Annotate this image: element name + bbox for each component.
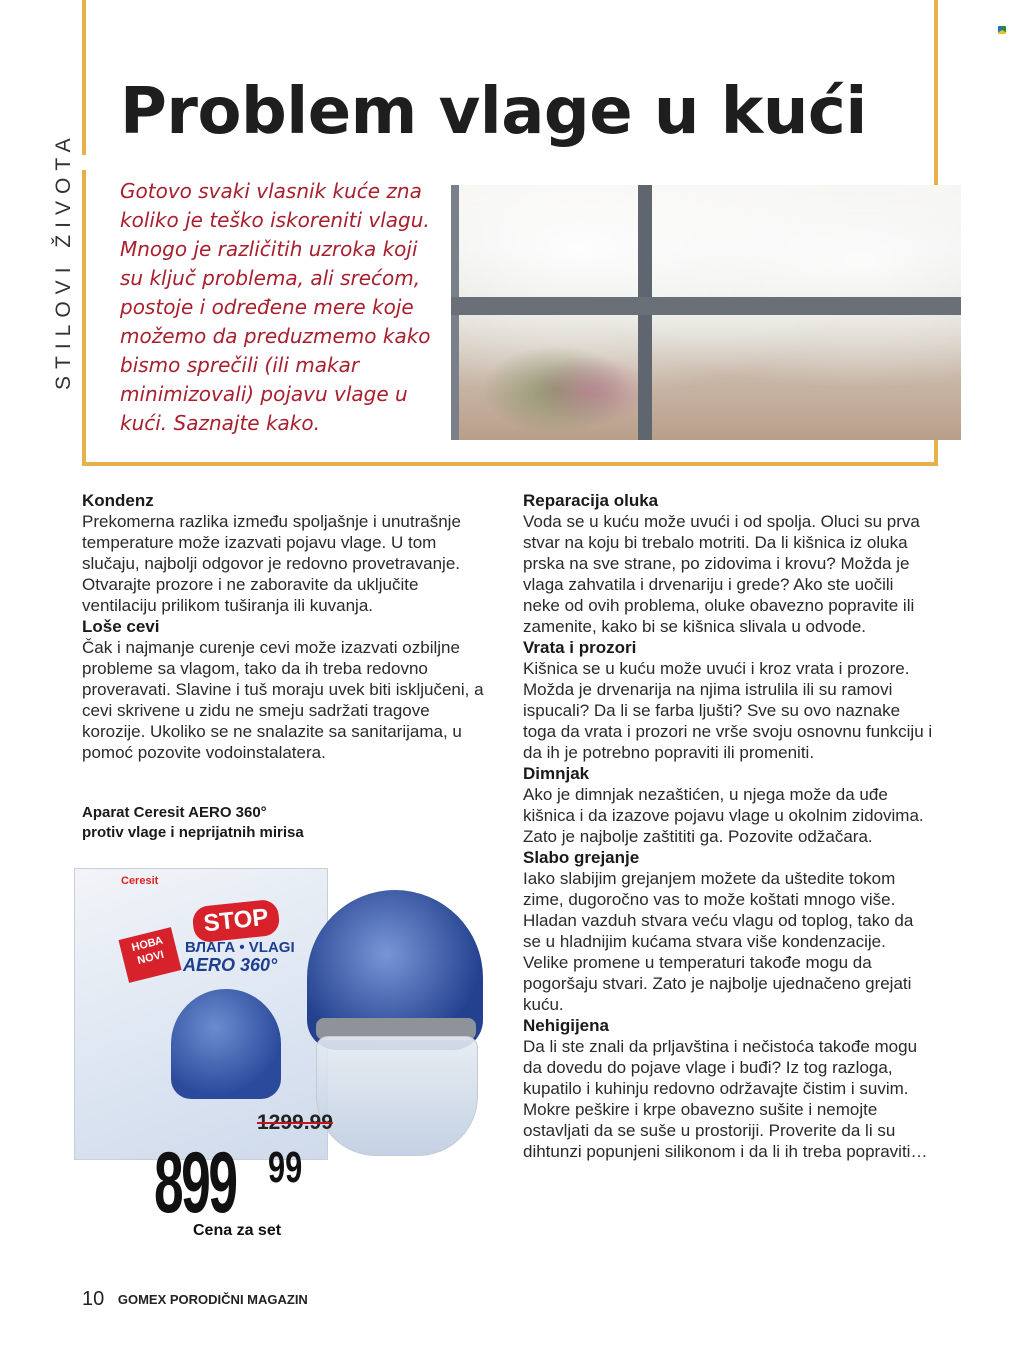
section-text: Iako slabijim grejanjem možete da uštedite tokom zime, dugoročno vas to može koštati mnogo više. Hladan vazduh stvara veću vlagu od toplog, tako da se u hladnijim kućama stvara više kondenzacije. Velike promene u temperaturi takođe mogu da pogoršaju stvari. Zato je najbolje ujednačeno grejati kuću. bbox=[523, 869, 914, 1014]
lead-paragraph: Gotovo svaki vlasnik kuće zna koliko je teško iskoreniti vlagu. Mnogo je različitih uzroka koji su ključ problema, ali srećom, postoje i određene mere koje možemo da preduzmemo kako bismo sprečili (ili makar minimizovali) pojavu vlage u kući. Saznajte kako. bbox=[120, 179, 431, 435]
old-price: 1299.99 bbox=[257, 1111, 333, 1134]
section-text: Prekomerna razlika između spoljašnje i unutrašnje temperature može izazvati pojavu vlage. U tom slučaju, najbolji odgovor je redovno provetravanje. Otvarajte prozore i ne zaboravite da uključite ventilaciju prilikom tuširanja ili kuvanja. bbox=[82, 512, 461, 615]
product-title-line: protiv vlage i neprijatnih mirisa bbox=[82, 824, 304, 841]
box-aero-logo: AERO 360° bbox=[183, 955, 278, 975]
dehumidifier-tank bbox=[316, 1036, 478, 1156]
section-label-text: STILOVI ŽIVOTA bbox=[52, 131, 75, 390]
photo-flowers bbox=[531, 355, 651, 425]
product-title bbox=[82, 803, 382, 843]
page-footer bbox=[82, 1288, 308, 1311]
box-new-badge: НОВА NOVI bbox=[118, 927, 181, 983]
box-brand-logo: Ceresit bbox=[121, 875, 159, 887]
price-note: Cena za set bbox=[193, 1222, 282, 1239]
section-heading: Reparacija oluka bbox=[523, 491, 659, 510]
frame-line-right bbox=[934, 0, 938, 185]
corner-logo-icon bbox=[998, 26, 1006, 34]
section-heading: Dimnjak bbox=[523, 764, 590, 783]
section-heading: Loše cevi bbox=[82, 617, 160, 636]
product-title-line: Aparat Ceresit AERO 360° bbox=[82, 804, 267, 821]
section-heading: Nehigijena bbox=[523, 1016, 609, 1035]
page-title: Problem vlage u kući bbox=[120, 75, 867, 149]
price-cents: 99 bbox=[268, 1143, 303, 1192]
section-text: Da li ste znali da prljavština i nečistoća takođe mogu da dovedu do pojave vlage i buđi? Iz tog razloga, kupatilo i kuhinju redovno održavajte čistim i suvim. Mokre peškire i krpe obavezno sušite i nemojte ostavljati da se suše u prostoriji. Proverite da li su dihtunzi popunjeni silikonom i da li ih treba popraviti… bbox=[523, 1037, 928, 1161]
price-main: 899 bbox=[154, 1135, 236, 1231]
section-text: Voda se u kuću može uvući i od spolja. Oluci su prva stvar na koju bi trebalo motriti. Da li kišnica iz oluka prska na sve strane, po zidovima i krovu? Možda je vlaga zahvatila i drvenariju i grede? Ako ste uočili neke od ovih problema, oluke obavezno popravite ili zamenite, kako bi se kišnica slivala u odvode. bbox=[523, 512, 920, 636]
magazine-name: GOMEX PORODIČNI MAGAZIN bbox=[117, 1292, 308, 1307]
foggy-window-photo bbox=[451, 185, 961, 440]
page-number: 10 bbox=[82, 1288, 105, 1310]
window-transom bbox=[451, 297, 961, 315]
section-label bbox=[38, 80, 88, 390]
section-text: Čak i najmanje curenje cevi može izazvati ozbiljne probleme sa vlagom, tako da ih treba redovno proveravati. Slavine i tuš moraju uvek biti isključeni, a cevi skrivene u zidu ne smeju sadržati tragove korozije. Ukoliko se ne snalazite sa sanitarijama, u pomoć pozovite vodoinstalatera. bbox=[82, 638, 484, 762]
section-text: Ako je dimnjak nezaštićen, u njega može da uđe kišnica i da izazove pojavu vlage u okolnim zidovima. Zato je najbolje zaštititi ga. Pozovite odžačara. bbox=[523, 785, 924, 846]
box-device-illustration bbox=[171, 989, 281, 1099]
section-text: Kišnica se u kuću može uvući i kroz vrata i prozore. Možda je drvenarija na njima istrulila ili su ramovi ispucali? Da li se farba ljušti? Sve su ovo naznake toga da vrata i prozori ne vrše svoju osnovnu funkciju i da ih je potrebno popraviti ili promeniti. bbox=[523, 659, 933, 762]
frame-line-bottom bbox=[82, 462, 938, 466]
section-heading: Kondenz bbox=[82, 491, 154, 510]
section-heading: Vrata i prozori bbox=[523, 638, 637, 657]
article-column-right bbox=[523, 490, 933, 1162]
section-heading: Slabo grejanje bbox=[523, 848, 640, 867]
article-column-left bbox=[82, 490, 497, 763]
box-stop-logo: STOP bbox=[191, 899, 280, 944]
box-vlagi-text: ВЛАГА • VLAGI bbox=[185, 939, 295, 956]
